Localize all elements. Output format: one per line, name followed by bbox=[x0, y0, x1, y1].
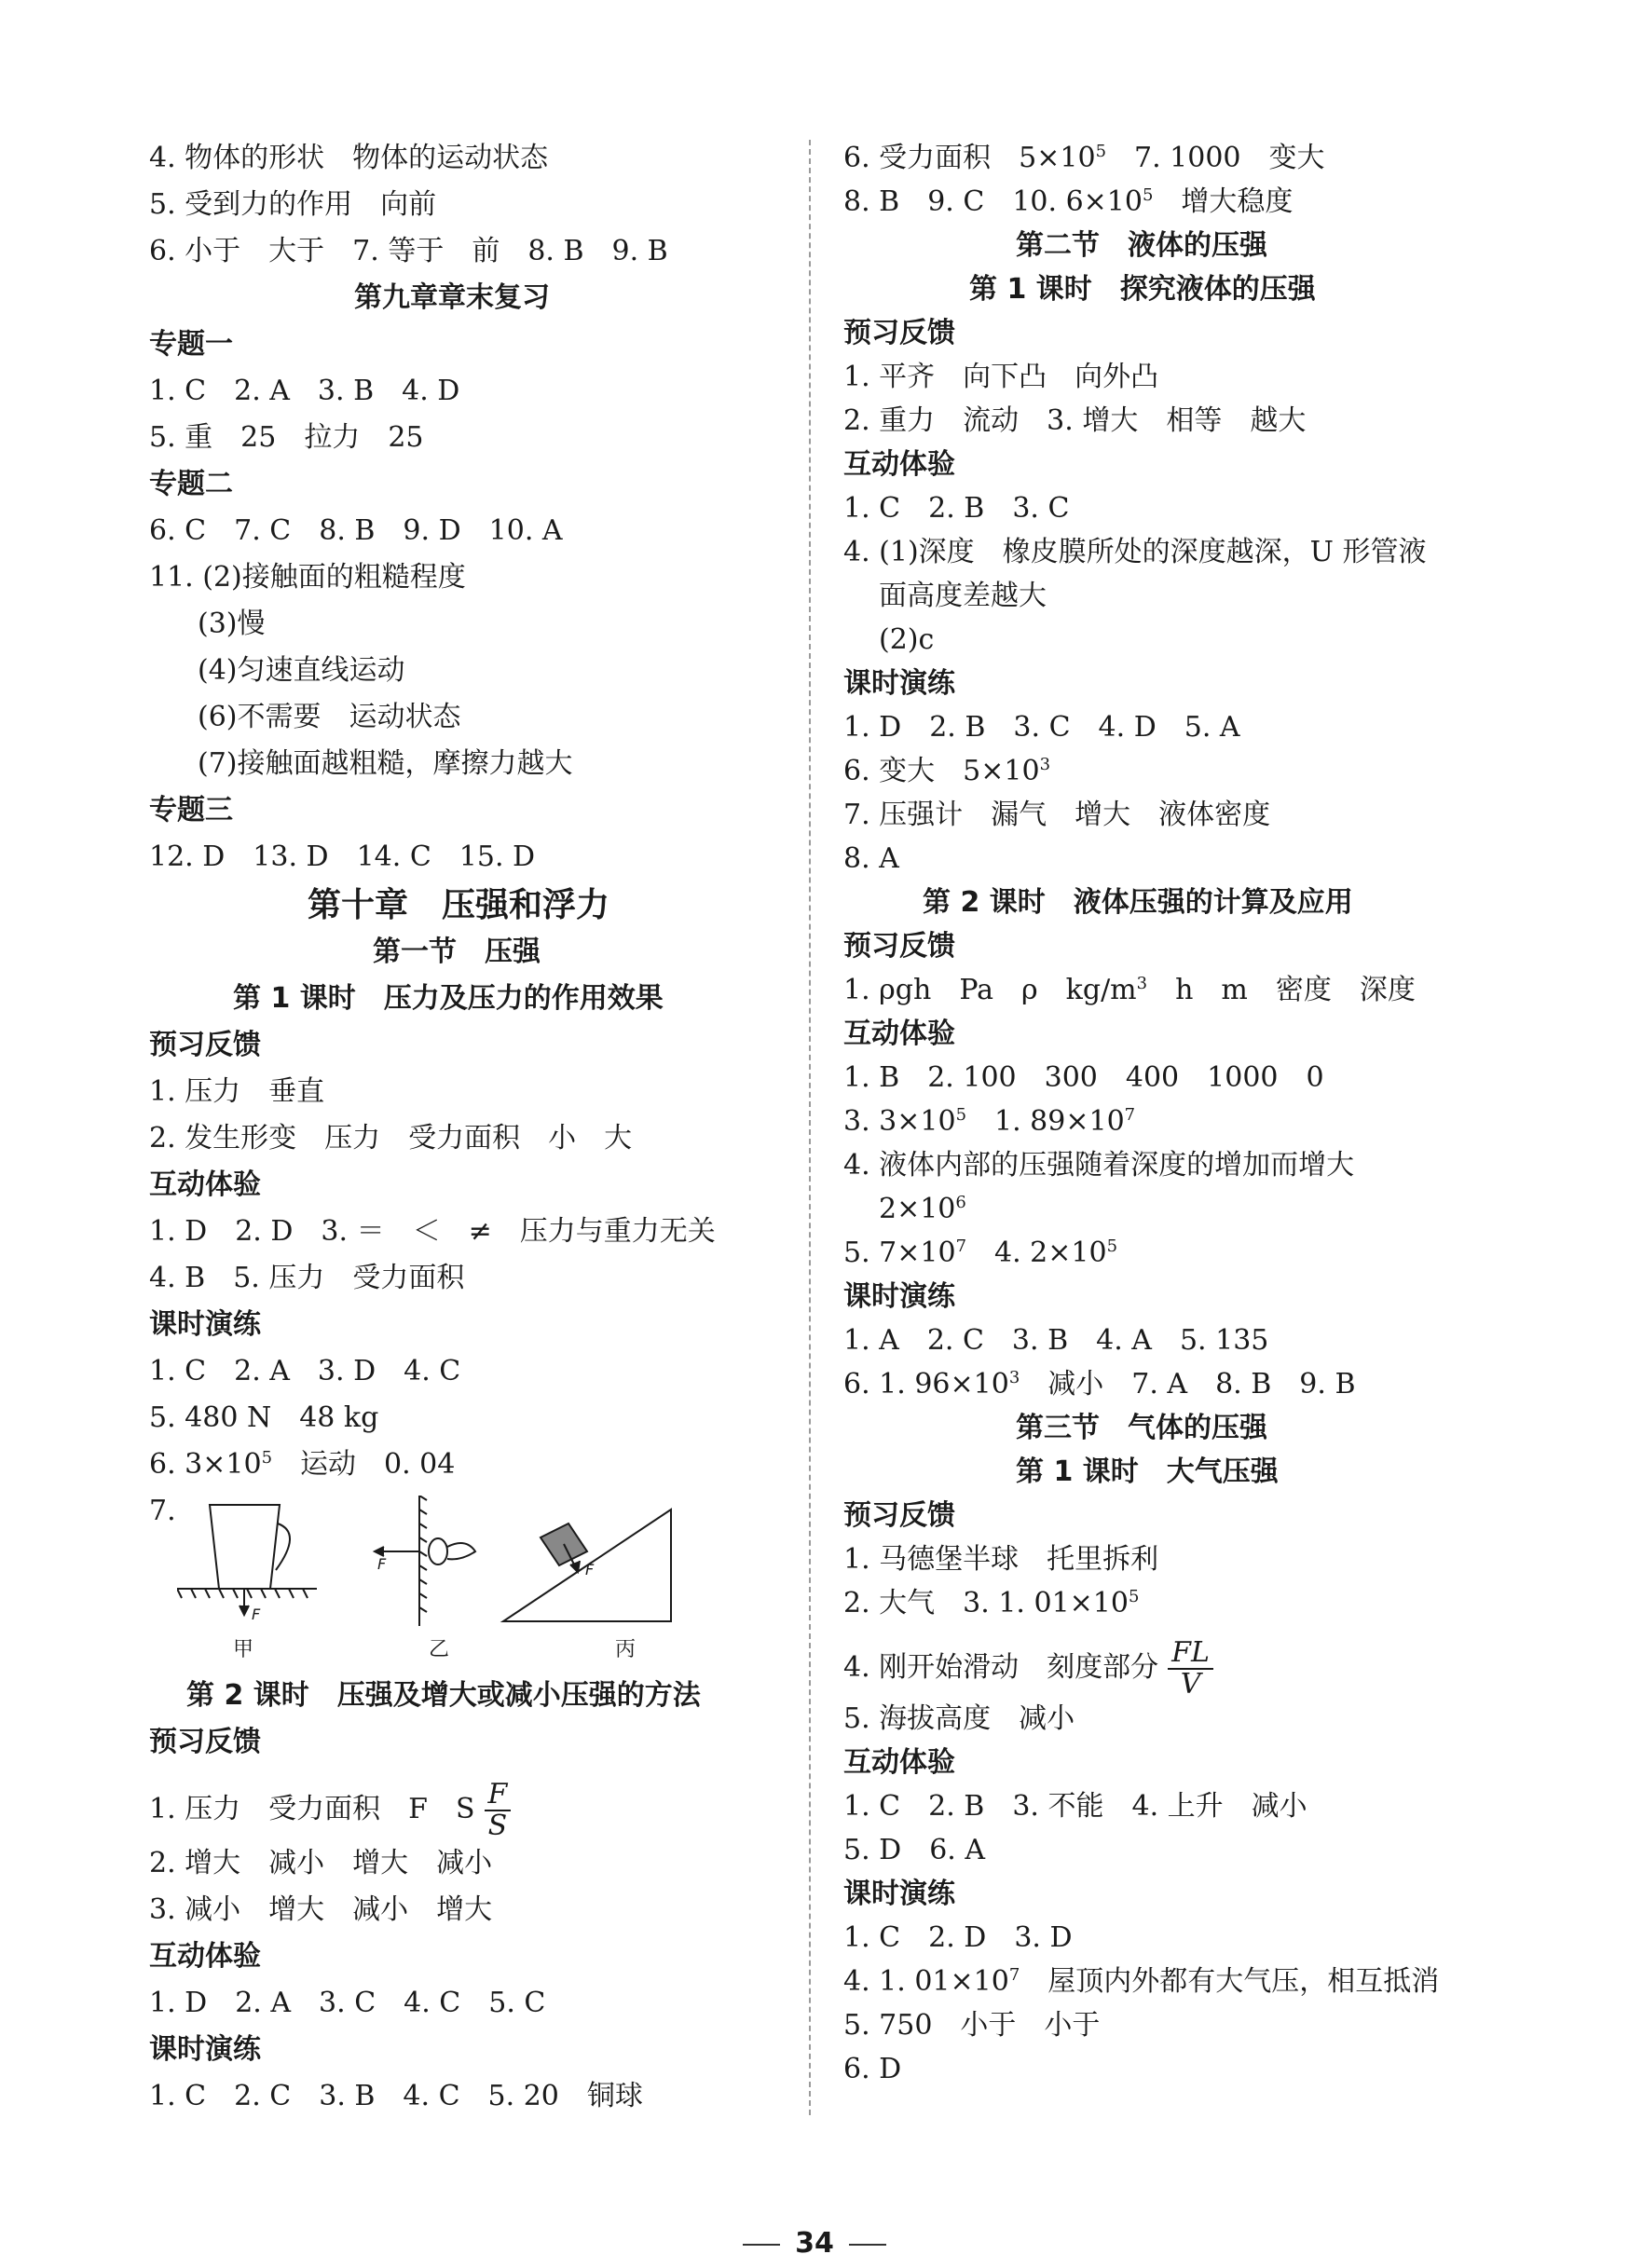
figure-label-yi: 乙 bbox=[429, 1638, 450, 1661]
answer-line: 1. ρgh Pa ρ $kg/m^3$ h m 密度 深度 bbox=[843, 974, 1416, 1006]
answer-line: 面高度差越大 bbox=[879, 580, 1047, 612]
answer-line: 1. D 2. D 3. ＝ ＜ ≠ 压力与重力无关 bbox=[149, 1215, 716, 1248]
force-diagram-figure bbox=[177, 1496, 699, 1661]
answer-line: 6. D bbox=[843, 2053, 902, 2085]
answer-line: 5. 受到力的作用 向前 bbox=[149, 188, 437, 221]
answer-line: 4. B 5. 压力 受力面积 bbox=[149, 1262, 465, 1294]
subsection-heading: 互动体验 bbox=[843, 448, 955, 481]
topic-heading: 专题三 bbox=[149, 794, 233, 827]
column-divider bbox=[809, 140, 811, 2115]
answer-line: 7. bbox=[149, 1495, 176, 1527]
lesson-heading: 第 2 课时 液体压强的计算及应用 bbox=[923, 886, 1353, 919]
answer-line: 1. 马德堡半球 托里拆利 bbox=[843, 1543, 1159, 1576]
answer-line: 4. 刚开始滑动 刻度部分 $\frac{FL}{V}$ bbox=[843, 1638, 1213, 1700]
answer-line: 2. 重力 流动 3. 增大 相等 越大 bbox=[843, 404, 1307, 437]
answer-line: (2)c bbox=[879, 623, 935, 656]
answer-line: 1. C 2. A 3. B 4. D bbox=[149, 375, 460, 407]
section-heading: 第二节 液体的压强 bbox=[1016, 229, 1267, 262]
wall-diagram bbox=[375, 1496, 475, 1626]
topic-heading: 专题二 bbox=[149, 468, 233, 500]
answer-line: 6. $3\times 10^5$ 运动 0. 04 bbox=[149, 1448, 456, 1481]
answer-line: 5. 海拔高度 减小 bbox=[843, 1702, 1075, 1735]
answer-line: 1. 压力 垂直 bbox=[149, 1075, 325, 1108]
answer-line: 6. 小于 大于 7. 等于 前 8. B 9. B bbox=[149, 235, 668, 267]
answer-line: 4. 1. $01\times 10^7$ 屋顶内外都有大气压，相互抵消 bbox=[843, 1965, 1440, 1998]
section-heading: 第三节 气体的压强 bbox=[1016, 1412, 1267, 1444]
answer-line: 2. 增大 减小 增大 减小 bbox=[149, 1847, 493, 1879]
lesson-heading: 第 2 课时 压强及增大或减小压强的方法 bbox=[186, 1679, 701, 1712]
answer-line: 2. 发生形变 压力 受力面积 小 大 bbox=[149, 1122, 633, 1154]
answer-line: (7)接触面越粗糙，摩擦力越大 bbox=[198, 747, 573, 780]
cup-diagram bbox=[177, 1505, 317, 1615]
page-number: 34 bbox=[0, 2227, 1629, 2260]
subsection-heading: 互动体验 bbox=[843, 1018, 955, 1050]
answer-line: 5. D 6. A bbox=[843, 1834, 986, 1866]
subsection-heading: 预习反馈 bbox=[843, 317, 955, 349]
answer-line: 6. 变大 $5\times 10^3$ bbox=[843, 755, 1051, 787]
chapter-heading: 第十章 压强和浮力 bbox=[308, 886, 610, 924]
answer-line: 3. $3\times 10^5$ 1. $89\times 10^7$ bbox=[843, 1105, 1136, 1138]
subsection-heading: 互动体验 bbox=[149, 1168, 261, 1201]
answer-line: 1. D 2. B 3. C 4. D 5. A bbox=[843, 711, 1240, 744]
answer-line: 4. 液体内部的压强随着深度的增加而增大 bbox=[843, 1149, 1355, 1182]
subsection-heading: 课时演练 bbox=[149, 1308, 261, 1341]
subsection-heading: 课时演练 bbox=[843, 1280, 955, 1313]
answer-line: 1. C 2. C 3. B 4. C 5. 20 铜球 bbox=[149, 2080, 643, 2112]
fraction: $\frac{F}{S}$ bbox=[485, 1780, 512, 1841]
fraction: $\frac{FL}{V}$ bbox=[1168, 1638, 1213, 1700]
figure-label-jia: 甲 bbox=[233, 1638, 254, 1661]
subsection-heading: 预习反馈 bbox=[149, 1726, 261, 1758]
force-label: F bbox=[252, 1605, 261, 1623]
answer-line: 5. $7\times 10^7$ 4. $2\times 10^5$ bbox=[843, 1236, 1118, 1269]
figure-label-bing: 丙 bbox=[615, 1638, 637, 1661]
answer-line: (3)慢 bbox=[198, 608, 266, 640]
topic-heading: 专题一 bbox=[149, 328, 233, 361]
lesson-heading: 第 1 课时 大气压强 bbox=[1016, 1455, 1279, 1488]
answer-line: 6. C 7. C 8. B 9. D 10. A bbox=[149, 514, 563, 547]
answer-line: 2. 大气 3. 1. $01\times 10^5$ bbox=[843, 1587, 1140, 1619]
subsection-heading: 预习反馈 bbox=[843, 930, 955, 963]
answer-line: 4. (1)深度 橡皮膜所处的深度越深，U 形管液 bbox=[843, 536, 1427, 568]
answer-line: 5. 480 N 48 kg bbox=[149, 1401, 379, 1434]
answer-line: 1. C 2. B 3. 不能 4. 上升 减小 bbox=[843, 1790, 1307, 1823]
answer-line: 5. 750 小于 小于 bbox=[843, 2009, 1101, 2042]
answer-line: 1. A 2. C 3. B 4. A 5. 135 bbox=[843, 1324, 1269, 1357]
chapter-review-heading: 第九章章末复习 bbox=[354, 281, 550, 314]
answer-line: 5. 重 25 拉力 25 bbox=[149, 421, 424, 454]
answer-line: 1. B 2. 100 300 400 1000 0 bbox=[843, 1061, 1324, 1094]
subsection-heading: 课时演练 bbox=[843, 667, 955, 700]
answer-line: 8. B 9. C 10. $6\times 10^5$ 增大稳度 bbox=[843, 185, 1294, 218]
answer-line: 1. D 2. A 3. C 4. C 5. C bbox=[149, 1987, 546, 2019]
answer-line: 1. 平齐 向下凸 向外凸 bbox=[843, 361, 1159, 393]
force-label: F bbox=[377, 1555, 387, 1573]
answer-line: (4)匀速直线运动 bbox=[198, 654, 405, 687]
answer-line: 8. A bbox=[843, 842, 899, 875]
answer-line: 1. 压力 受力面积 F S $\frac{F}{S}$ bbox=[149, 1780, 511, 1841]
answer-line: $2\times 10^6$ bbox=[879, 1193, 966, 1225]
subsection-heading: 课时演练 bbox=[843, 1878, 955, 1910]
answer-line: (6)不需要 运动状态 bbox=[198, 701, 461, 733]
answer-line: 7. 压强计 漏气 增大 液体密度 bbox=[843, 799, 1271, 831]
force-label: F bbox=[585, 1561, 595, 1578]
answer-line: 6. 受力面积 $5\times 10^5$ 7. 1000 变大 bbox=[843, 142, 1325, 174]
lesson-heading: 第 1 课时 压力及压力的作用效果 bbox=[233, 982, 664, 1015]
subsection-heading: 互动体验 bbox=[843, 1746, 955, 1779]
answer-line: 3. 减小 增大 减小 增大 bbox=[149, 1893, 493, 1926]
answer-line: 1. C 2. D 3. D bbox=[843, 1921, 1073, 1954]
subsection-heading: 课时演练 bbox=[149, 2033, 261, 2066]
subsection-heading: 互动体验 bbox=[149, 1940, 261, 1973]
subsection-heading: 预习反馈 bbox=[843, 1499, 955, 1532]
lesson-heading: 第 1 课时 探究液体的压强 bbox=[969, 273, 1316, 306]
answer-line: 11. (2)接触面的粗糙程度 bbox=[149, 561, 466, 594]
section-heading: 第一节 压强 bbox=[373, 936, 541, 968]
answer-line: 1. C 2. A 3. D 4. C bbox=[149, 1355, 461, 1387]
subsection-heading: 预习反馈 bbox=[149, 1029, 261, 1061]
answer-line: 6. 1. $96\times 10^3$ 减小 7. A 8. B 9. B bbox=[843, 1368, 1356, 1400]
answer-line: 4. 物体的形状 物体的运动状态 bbox=[149, 142, 549, 174]
answer-line: 1. C 2. B 3. C bbox=[843, 492, 1070, 525]
answer-line: 12. D 13. D 14. C 15. D bbox=[149, 840, 536, 873]
